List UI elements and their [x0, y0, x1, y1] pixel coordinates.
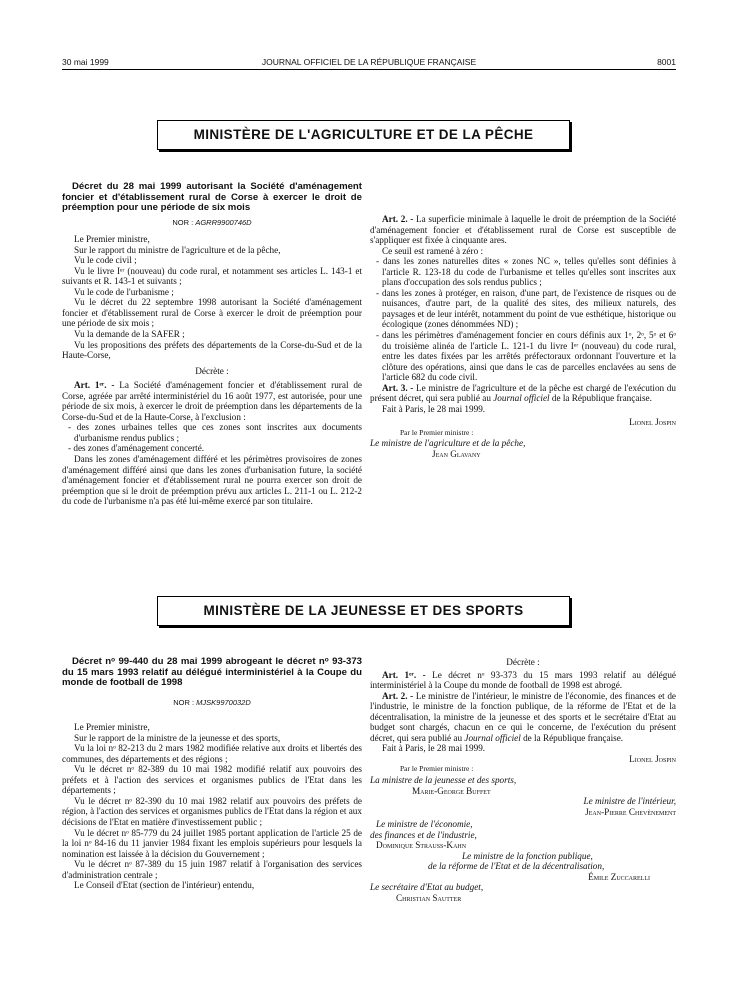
decree1-line: Sur le rapport du ministre de l'agriculture et de la pêche, [74, 244, 281, 255]
header-date: 30 mai 1999 [62, 57, 109, 67]
decree2-decrete: Décrète : [506, 657, 540, 667]
decree1-line: Vu le code civil ; [74, 255, 137, 266]
decree1-art2-item: - dans les périmètres d'aménagement foncier en cours définis aux 1ᵒ, 2ᵒ, 5ᵒ et 6ᵒ du troisième alinéa de l'article L. 121-1 du livre Iᵉʳ (nouveau) du code rural, entre les dates fixées par les arrêtés préfectoraux ordonnant l'ouverture et la clôture des opérations, ainsi que dans le cas de parcelles enclavées au sens de l'article 682 du code civil. [376, 330, 676, 383]
ministry-heading-agriculture: MINISTÈRE DE L'AGRICULTURE ET DE LA PÊCHE [157, 120, 570, 150]
decree1-signature-pm: Lionel Jospin [629, 417, 676, 428]
decree1-line: Vu le décret du 22 septembre 1998 autorisant la Société d'aménagement foncier et d'établissement rural de Corse à exercer le droit de préemption pour une période de six mois ; [62, 297, 362, 329]
decree1-left-column [62, 182, 362, 506]
decree2-line: Vu le décret nᵒ 85-779 du 24 juillet 1985 portant application de l'article 25 de la loi nᵒ 84-16 du 11 janvier 1984 fixant les emplois supérieurs pour lesquels la nomination est laissée à la décision du Gouvernement ; [62, 827, 362, 859]
decree1-date-place: Fait à Paris, le 28 mai 1999. [382, 403, 486, 414]
decree2-sig4-name: Émile Zuccarelli [588, 871, 650, 882]
decree2-sig4-title: de la réforme de l'Etat et de la décentralisation, [428, 861, 605, 872]
decree2-line: Vu le décret nᵒ 82-390 du 10 mai 1982 relatif aux pouvoirs des préfets de région, à l'action des services et organismes publics de l'Etat dans la région et aux décisions de l'Etat en matière d'investissement public ; [62, 795, 362, 827]
decree2-left-column [62, 657, 362, 891]
decree1-art1-item: - des zones urbaines telles que ces zones sont inscrites aux documents d'urbanisme rendus publics ; [68, 422, 362, 443]
decree2-nor: NOR : MJSK9970032D [173, 697, 251, 707]
decree1-art1-item: - des zones d'aménagement concerté. [68, 443, 205, 454]
header-journal: JOURNAL OFFICIEL DE LA RÉPUBLIQUE FRANÇAISE [261, 57, 477, 67]
decree1-title: Décret du 28 mai 1999 autorisant la Société d'aménagement foncier et d'établissement rural de Corse à exercer le droit de préemption pour une période de six mois [62, 181, 362, 213]
decree1-minister-name: Jean Glavany [432, 449, 481, 460]
decree2-sig3-title: Le ministre de l'économie, [376, 819, 473, 830]
decree1-art1-paragraph: Dans les zones d'aménagement différé et les périmètres provisoires de zones d'aménagement différé ainsi que dans les zones d'urbanisation future, la société d'aménagement foncier et d'établissement rural ne pourra exercer son droit de préemption que si le droit de préemption prévu aux articles L. 211-1 ou L. 212-2 du code de l'urbanisme n'a pas été lui-même exercé par son titulaire. [62, 453, 362, 506]
decree1-line: Le Premier ministre, [74, 234, 150, 245]
decree2-title: Décret nᵒ 99-440 du 28 mai 1999 abrogeant le décret nᵒ 93-373 du 15 mars 1993 relatif au délégué interministériel à la Coupe du monde de football de 1998 [62, 656, 362, 688]
decree2-art2: Art. 2. - Le ministre de l'intérieur, le ministre de l'économie, des finances et de l'industrie, le ministre de la fonction publique, de la réforme de l'Etat et de la décentralisation, la ministre de la jeunesse et des sports et le secrétaire d'Etat au budget sont chargés, chacun en ce qui le concerne, de l'exécution du présent décret, qui sera publié au Journal officiel de la République française. [370, 690, 676, 743]
decree2-line: Vu le décret nᵒ 87-389 du 15 juin 1987 relatif à l'organisation des services d'administration centrale ; [62, 859, 362, 880]
decree2-line: Vu le décret nᵒ 82-389 du 10 mai 1982 modifié relatif aux pouvoirs des préfets et à l'action des services et organismes publics de l'Etat dans les départements ; [62, 764, 362, 796]
decree1-nor: NOR : AGRR9900746D [172, 217, 252, 227]
decree2-right-column [370, 657, 676, 904]
page-header [62, 57, 676, 67]
decree1-right-column [370, 182, 676, 460]
decree2-line: Vu la loi nᵒ 82-213 du 2 mars 1982 modifiée relative aux droits et libertés des communes, des départements et des régions ; [62, 743, 362, 764]
decree2-sig3-title: des finances et de l'industrie, [370, 829, 477, 840]
decree1-line: Vu les propositions des préfets des départements de la Corse-du-Sud et de la Haute-Corse, [62, 339, 362, 361]
decree1-art3: Art. 3. - Le ministre de l'agriculture et de la pêche est chargé de l'exécution du présent décret, qui sera publié au Journal officiel de la République française. [370, 382, 676, 404]
decree2-line: Le Conseil d'Etat (section de l'intérieur) entendu, [74, 880, 255, 891]
decree1-art2-paragraph: Ce seuil est ramené à zéro : [382, 245, 484, 256]
decree1-art2-item: - dans les zones à protéger, en raison, d'une part, de l'existence de risques ou de nuisances, d'autre part, de la qualité des sites, des milieux naturels, des paysages et de leur intérêt, notamment du point de vue esthétique, historique ou écologique (zones dénommées ND) ; [376, 287, 676, 330]
header-page-number: 8001 [657, 57, 676, 67]
decree2-sig5-name: Christian Sautter [396, 893, 462, 904]
decree1-minister-title: Le ministre de l'agriculture et de la pêche, [370, 438, 526, 449]
decree2-sig1-name: Marie-George Buffet [412, 785, 491, 796]
decree1-line: Vu le livre Iᵉʳ (nouveau) du code rural, et notamment ses articles L. 143-1 et suivants et R. 143-1 et suivants ; [62, 265, 362, 287]
decree1-line: Vu la demande de la SAFER ; [74, 328, 185, 339]
decree1-art2-item: - dans les zones naturelles dites « zones NC », telles qu'elles sont définies à l'article R. 123-18 du code de l'urbanisme et telles qu'elles sont inscrites aux plans d'occupation des sols rendus publics ; [376, 256, 676, 288]
header-rule [62, 69, 676, 70]
decree1-decrete: Décrète : [195, 365, 229, 376]
decree2-sig2-name: Jean-Pierre Chevènement [585, 806, 676, 817]
decree1-line: Vu le code de l'urbanisme ; [74, 286, 174, 297]
decree1-par-pm: Par le Premier ministre : [400, 427, 474, 437]
decree2-sig5-title: Le secrétaire d'Etat au budget, [370, 882, 484, 893]
decree1-art1: Art. 1ᵉʳ. - La Société d'aménagement foncier et d'établissement rural de Corse, agréée par arrêté interministériel du 16 août 1977, est autorisée, pour une période de six mois, à exercer le droit de préemption dans les départements de la Corse-du-Sud et de la Haute-Corse, à l'exclusion : [62, 380, 363, 422]
decree2-sig1-title: La ministre de la jeunesse et des sports, [370, 775, 517, 786]
decree1-art2: Art. 2. - La superficie minimale à laquelle le droit de préemption de la Société d'aménagement foncier et d'établissement rural de Corse est susceptible de s'appliquer est fixée à cinquante ares. [370, 214, 676, 246]
decree2-signature-pm: Lionel Jospin [629, 753, 676, 764]
decree2-sig2-title: Le ministre de l'intérieur, [583, 796, 676, 807]
decree2-line: Sur le rapport de la ministre de la jeunesse et des sports, [74, 732, 281, 743]
decree2-line: Le Premier ministre, [74, 722, 150, 733]
decree2-sig3-name: Dominique Strauss-Kahn [376, 840, 467, 851]
ministry-heading-jeunesse: MINISTÈRE DE LA JEUNESSE ET DES SPORTS [157, 596, 570, 626]
decree2-par-pm: Par le Premier ministre : [400, 764, 474, 774]
decree2-sig4-title: Le ministre de la fonction publique, [462, 850, 593, 861]
decree2-date-place: Fait à Paris, le 28 mai 1999. [382, 743, 486, 754]
decree2-art1: Art. 1ᵉʳ. - Le décret nᵒ 93-373 du 15 mars 1993 relatif au délégué interministériel à la Coupe du monde de football de 1998 est abrogé. [370, 669, 676, 691]
